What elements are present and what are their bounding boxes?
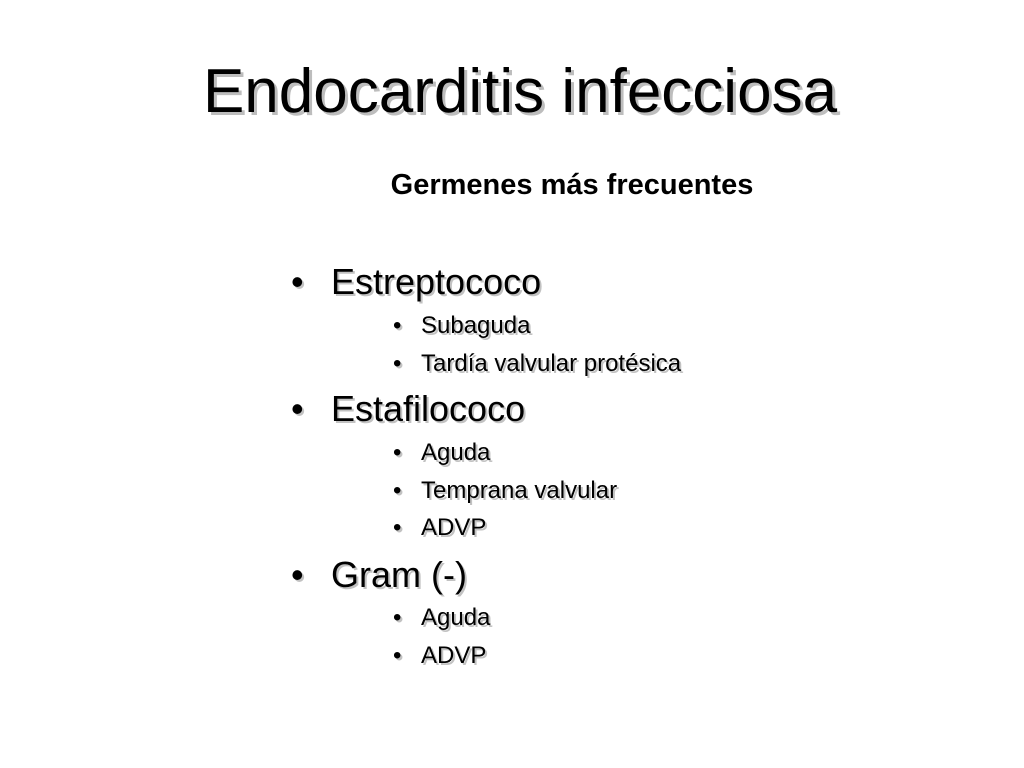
sub-bullet-item [393,513,487,543]
bullet-icon: • [291,388,304,429]
bullet-icon: • [291,554,304,595]
bullet-item-gram-negativo [291,554,467,596]
bullet-label: Estafilococo [331,388,526,429]
sub-bullet-label: ADVP [421,514,487,541]
bullet-item-estafilococo [291,388,526,430]
sub-bullet-label: Aguda [421,604,491,631]
sub-bullet-icon: • [393,642,402,669]
sub-bullet-item [393,476,618,506]
sub-bullet-label: Aguda [421,439,491,466]
bullet-label: Estreptococo [331,261,542,302]
sub-bullet-icon: • [393,439,402,466]
sub-bullet-icon: • [393,604,402,631]
sub-bullet-icon: • [393,350,402,377]
sub-bullet-item [393,438,491,468]
sub-bullet-item [393,311,531,341]
bullet-item-estreptococo [291,261,542,303]
sub-bullet-icon: • [393,514,402,541]
sub-bullet-label: Tardía valvular protésica [421,350,682,377]
sub-bullet-item [393,603,491,633]
sub-bullet-icon: • [393,312,402,339]
slide-title: Endocarditis infecciosa [202,57,838,126]
sub-bullet-label: ADVP [421,642,487,669]
slide-subtitle: Germenes más frecuentes [390,169,754,201]
bullet-icon: • [291,261,304,302]
sub-bullet-label: Subaguda [421,312,531,339]
sub-bullet-label: Temprana valvular [421,477,618,504]
sub-bullet-item [393,349,682,379]
sub-bullet-icon: • [393,477,402,504]
bullet-label: Gram (-) [331,554,467,595]
sub-bullet-item [393,641,487,671]
